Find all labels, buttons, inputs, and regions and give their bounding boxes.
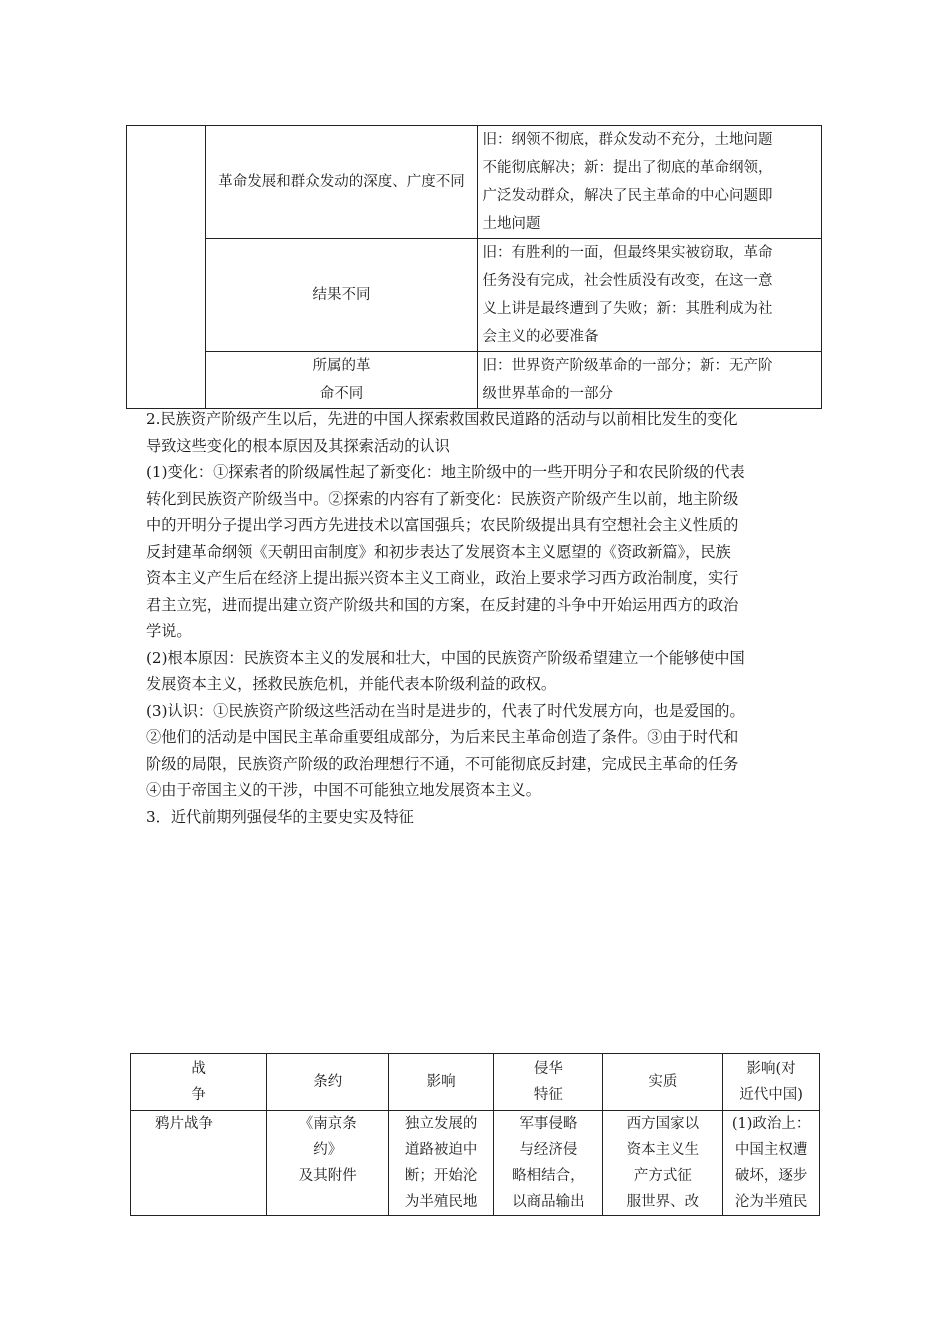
cell-text: 以商品输出 (512, 1194, 585, 1210)
paragraph-line: 学说。 (146, 622, 192, 640)
header-text: 影响 (426, 1074, 456, 1090)
aspect-text: 命不同 (319, 386, 364, 402)
paragraph-line: (3)认识：①民族资产阶级这些活动在当时是进步的，代表了时代发展方向，也是爱国的。 (146, 701, 745, 720)
header-text: 侵华 (533, 1061, 563, 1077)
header-text: 影响(对 (746, 1061, 796, 1077)
detail-line: 会主义的必要准备 (482, 329, 599, 345)
table-row (127, 126, 822, 239)
table-header-row (131, 1054, 820, 1111)
paragraph-line: (2)根本原因：民族资本主义的发展和壮大，中国的民族资产阶级希望建立一个能够使中国 (146, 648, 745, 667)
feature-cell (494, 1111, 603, 1216)
cell-text: 断；开始沦 (404, 1168, 478, 1184)
comparison-table (126, 125, 822, 409)
detail-line: 级世界革命的一部分 (482, 386, 613, 402)
header-cell (389, 1054, 494, 1111)
header-text: 争 (191, 1087, 206, 1103)
detail-line: 不能彻底解决；新：提出了彻底的革命纲领， (482, 160, 773, 176)
aspect-text: 所属的革 (312, 358, 371, 374)
header-cell (603, 1054, 723, 1111)
cell-text: 产方式征 (633, 1168, 692, 1184)
paragraph-line: ④由于帝国主义的干涉，中国不可能独立地发展资本主义。 (146, 781, 541, 799)
aspect-cell (205, 352, 478, 409)
treaty-cell (267, 1111, 389, 1216)
table-row (127, 239, 822, 352)
detail-line: 广泛发动群众，解决了民主革命的中心问题即 (482, 188, 773, 204)
invasion-table (130, 1053, 820, 1216)
paragraph-line: 转化到民族资产阶级当中。②探索的内容有了新变化：民族资产阶级产生以前，地主阶级 (146, 489, 739, 508)
detail-cell (478, 126, 822, 239)
table-merged-cell (127, 126, 206, 409)
detail-line: 旧：世界资产阶级革命的一部分；新：无产阶 (482, 358, 773, 374)
paragraph-line: 君主立宪，进而提出建立资产阶级共和国的方案，在反封建的斗争中开始运用西方的政治 (146, 595, 739, 614)
detail-cell (478, 239, 822, 352)
paragraph-line: 中的开明分子提出学习西方先进技术以富国强兵；农民阶级提出具有空想社会主义性质的 (146, 516, 739, 534)
cell-text: 道路被迫中 (404, 1142, 478, 1158)
paragraph-line: 发展资本主义，拯救民族危机，并能代表本阶级利益的政权。 (146, 675, 557, 693)
section-2-text (146, 406, 810, 830)
cell-text: 西方国家以 (626, 1116, 700, 1132)
detail-line: 旧：有胜利的一面，但最终果实被窃取，革命 (482, 245, 773, 261)
detail-line: 旧：纲领不彻底，群众发动不充分，土地问题 (482, 132, 773, 148)
paragraph-line: 反封建革命纲领《天朝田亩制度》和初步表达了发展资本主义愿望的《资政新篇》，民族 (146, 542, 731, 561)
aspect-text: 革命发展和群众发动的深度、广度不同 (218, 174, 465, 190)
paragraph-line: (1)变化：①探索者的阶级属性起了新变化：地主阶级中的一些开明分子和农民阶级的代表 (146, 463, 745, 481)
cell-text: 中国主权遭 (734, 1142, 808, 1158)
detail-line: 土地问题 (482, 216, 541, 232)
cell-text: 服世界、改 (626, 1194, 700, 1210)
cell-text: 与经济侵 (519, 1142, 578, 1158)
header-cell (723, 1054, 820, 1111)
cell-text: 军事侵略 (519, 1116, 578, 1132)
header-text: 实质 (648, 1074, 678, 1090)
cell-text: 约》 (313, 1142, 343, 1158)
war-cell (131, 1111, 267, 1216)
aspect-cell (205, 239, 478, 352)
cell-text: 略相结合， (512, 1168, 585, 1184)
cell-text: 鸦片战争 (155, 1116, 213, 1132)
cell-text: 独立发展的 (404, 1116, 478, 1132)
paragraph-line: 导致这些变化的根本原因及其探索活动的认识 (146, 436, 450, 455)
header-text: 条约 (313, 1074, 343, 1090)
detail-line: 义上讲是最终遭到了失败；新：其胜利成为社 (482, 301, 773, 317)
paragraph-line: 资本主义产生后在经济上提出振兴资本主义工商业，政治上要求学习西方政治制度，实行 (146, 569, 739, 587)
cell-text: 沦为半殖民 (734, 1194, 808, 1210)
header-cell (494, 1054, 603, 1111)
aspect-text: 结果不同 (312, 287, 371, 303)
header-text: 近代中国) (739, 1087, 803, 1103)
impact-cell (389, 1111, 494, 1216)
section-3-title: 3．近代前期列强侵华的主要史实及特征 (146, 807, 414, 826)
cell-text: 破坏，逐步 (734, 1168, 808, 1184)
detail-cell (478, 352, 822, 409)
cell-text: 及其附件 (298, 1168, 357, 1184)
cell-text: 《南京条 (298, 1116, 357, 1132)
cell-text: 资本主义生 (626, 1142, 700, 1158)
header-cell (267, 1054, 389, 1111)
cell-text: (1)政治上： (731, 1116, 811, 1132)
detail-line: 任务没有完成，社会性质没有改变，在这一意 (482, 273, 773, 289)
paragraph-line: 阶级的局限，民族资产阶级的政治理想行不通，不可能彻底反封建，完成民主革命的任务 (146, 754, 739, 773)
effect-cell (723, 1111, 820, 1216)
header-text: 战 (191, 1061, 206, 1077)
cell-text: 为半殖民地 (404, 1194, 478, 1210)
aspect-cell (205, 126, 478, 239)
paragraph-line: 2.民族资产阶级产生以后，先进的中国人探索救国救民道路的活动与以前相比发生的变化 (146, 410, 738, 428)
table-row (131, 1111, 820, 1216)
paragraph-line: ②他们的活动是中国民主革命重要组成部分，为后来民主革命创造了条件。③由于时代和 (146, 728, 739, 746)
table-row (127, 352, 822, 409)
essence-cell (603, 1111, 723, 1216)
header-text: 特征 (533, 1087, 563, 1103)
header-cell (131, 1054, 267, 1111)
